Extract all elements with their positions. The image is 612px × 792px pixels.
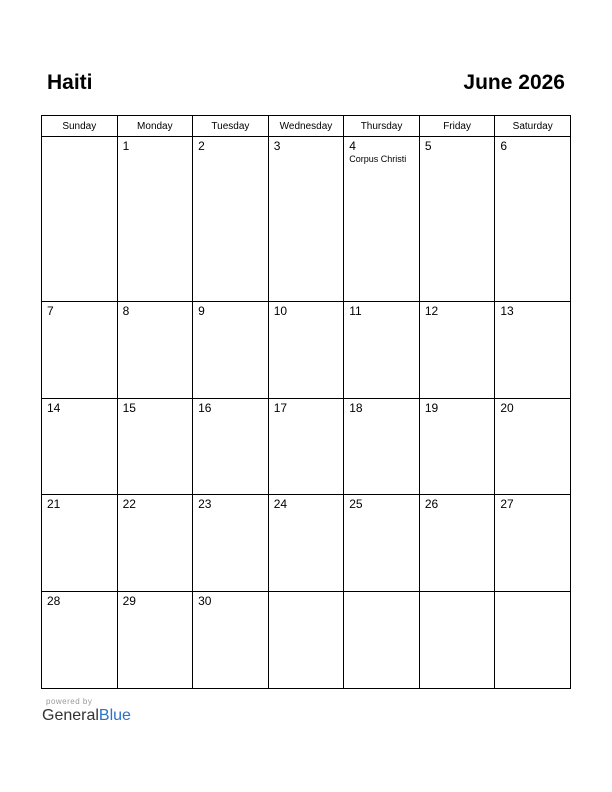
powered-by-text: powered by (46, 697, 93, 706)
day-number: 15 (122, 400, 136, 415)
weekday-thursday: Thursday (344, 116, 420, 137)
day-cell (193, 137, 269, 302)
day-number: 9 (198, 304, 205, 319)
brand-logo (42, 707, 131, 725)
day-cell (117, 495, 193, 592)
day-number: 12 (424, 304, 439, 319)
weekday-wednesday: Wednesday (268, 116, 344, 137)
day-cell (268, 398, 344, 495)
day-cell (193, 592, 269, 689)
day-cell (495, 302, 571, 399)
day-cell (419, 495, 495, 592)
day-cell (42, 302, 118, 399)
brand-blue-text: Blue (98, 707, 131, 724)
day-number: 28 (47, 594, 61, 609)
day-cell (419, 398, 495, 495)
day-number: 1 (122, 139, 130, 153)
weekday-tuesday: Tuesday (193, 116, 269, 137)
day-cell (193, 495, 269, 592)
day-cell (117, 398, 193, 495)
day-number: 17 (273, 400, 288, 415)
weekday-friday: Friday (419, 116, 495, 137)
day-number (269, 592, 344, 595)
calendar-grid (41, 115, 571, 689)
day-number: 29 (122, 594, 136, 609)
day-cell (419, 137, 495, 302)
day-cell (495, 137, 571, 302)
day-number: 11 (349, 304, 362, 319)
day-cell (42, 398, 118, 495)
day-cell (495, 495, 571, 592)
month-year-title: June 2026 (463, 71, 565, 94)
day-number: 3 (273, 139, 281, 153)
day-number: 18 (349, 400, 363, 415)
day-cell (419, 302, 495, 399)
day-number (420, 592, 495, 595)
day-cell (495, 592, 571, 689)
day-cell (344, 398, 420, 495)
day-number: 19 (424, 400, 439, 415)
day-number: 26 (424, 497, 439, 512)
week-row (42, 302, 571, 399)
day-cell (268, 592, 344, 689)
day-number: 13 (500, 304, 514, 319)
day-cell (117, 592, 193, 689)
day-number: 25 (349, 497, 363, 512)
week-row (42, 495, 571, 592)
brand-general-text: General (42, 707, 99, 724)
week-row (42, 137, 571, 302)
footer (42, 697, 131, 725)
day-cell (193, 398, 269, 495)
day-cell (42, 592, 118, 689)
day-cell (419, 592, 495, 689)
day-number: 21 (47, 497, 61, 512)
day-number: 30 (198, 594, 212, 609)
country-title: Haiti (47, 71, 93, 94)
day-number (42, 137, 117, 140)
weekday-sunday: Sunday (42, 116, 118, 137)
day-number: 20 (500, 400, 514, 415)
day-number (495, 592, 570, 595)
day-cell (344, 495, 420, 592)
week-row (42, 592, 571, 689)
day-number: 8 (122, 304, 130, 319)
day-number: 23 (198, 497, 212, 512)
day-number: 27 (500, 497, 514, 512)
day-number: 16 (198, 400, 212, 415)
day-cell (344, 302, 420, 399)
day-number: 4 (349, 139, 356, 153)
day-number: 5 (424, 139, 432, 153)
day-number: 7 (47, 304, 54, 319)
weekday-monday: Monday (117, 116, 193, 137)
day-cell (268, 137, 344, 302)
day-number: 6 (500, 139, 508, 153)
day-cell (268, 495, 344, 592)
holiday-label: Corpus Christi (349, 154, 407, 164)
day-cell (42, 137, 118, 302)
day-cell (268, 302, 344, 399)
week-row (42, 398, 571, 495)
day-number: 14 (47, 400, 61, 415)
day-cell (117, 137, 193, 302)
weekday-header-row (42, 116, 571, 137)
day-cell (344, 137, 420, 302)
day-number: 24 (273, 497, 288, 512)
day-number: 2 (198, 139, 205, 153)
day-cell (344, 592, 420, 689)
day-number: 22 (122, 497, 136, 512)
day-cell (117, 302, 193, 399)
day-number: 10 (273, 304, 288, 319)
day-cell (42, 495, 118, 592)
weekday-saturday: Saturday (495, 116, 571, 137)
day-cell (193, 302, 269, 399)
day-cell (495, 398, 571, 495)
day-number (344, 592, 419, 595)
